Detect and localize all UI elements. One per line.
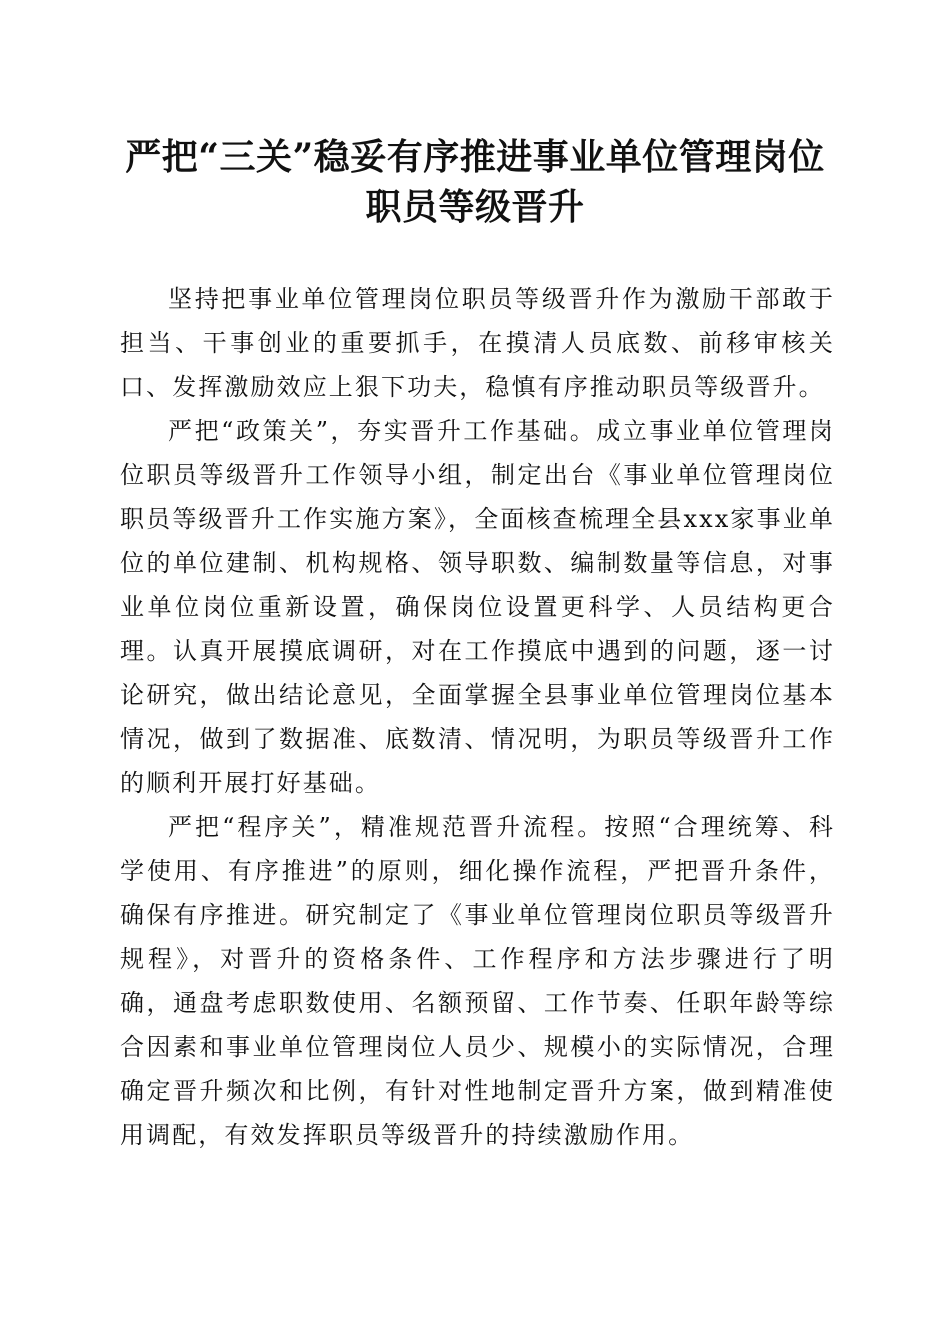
title-line-2: 职员等级晋升 bbox=[365, 186, 585, 228]
paragraph-procedure: 严把“程序关”，精准规范晋升流程。按照“合理统筹、科学使用、有序推进”的原则，细化操作流程，严把晋升条件，确保有序推进。研究制定了《事业单位管理岗位职员等级晋升规程》，对晋升的资格条件、工作程序和方法步骤进行了明确，通盘考虑职数使用、名额预留、工作节奏、任职年龄等综合因素和事业单位管理岗位人员少、规模小的实际情况，合理确定晋升频次和比例，有针对性地制定晋升方案，做到精准使用调配，有效发挥职员等级晋升的持续激励作用。 bbox=[120, 813, 835, 1149]
title-line-1: 严把“三关”稳妥有序推进事业单位管理岗位 bbox=[125, 136, 825, 178]
paragraph-intro: 坚持把事业单位管理岗位职员等级晋升作为激励干部敢于担当、干事创业的重要抓手，在摸清人员底数、前移审核关口、发挥激励效应上狠下功夫，稳慎有序推动职员等级晋升。 bbox=[120, 285, 835, 401]
document-body bbox=[120, 277, 835, 1157]
document-title bbox=[100, 132, 850, 232]
paragraph-policy: 严把“政策关”，夯实晋升工作基础。成立事业单位管理岗位职员等级晋升工作领导小组，制定出台《事业单位管理岗位职员等级晋升工作实施方案》，全面核查梳理全县xxx家事业单位的单位建制、机构规格、领导职数、编制数量等信息，对事业单位岗位重新设置，确保岗位设置更科学、人员结构更合理。认真开展摸底调研，对在工作摸底中遇到的问题，逐一讨论研究，做出结论意见，全面掌握全县事业单位管理岗位基本情况，做到了数据准、底数清、情况明，为职员等级晋升工作的顺利开展打好基础。 bbox=[120, 417, 835, 797]
